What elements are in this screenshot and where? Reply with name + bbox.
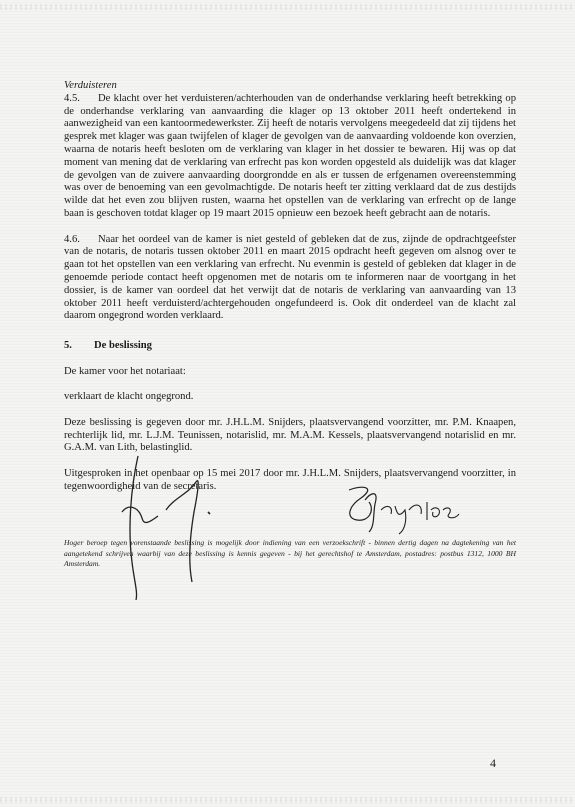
appeal-notice: Hoger beroep tegen vorenstaande beslissing is mogelijk door indiening van een verzoekschrift - binnen dertig dagen na dagtekening van het aangetekend schrijven waarbij van deze beslissing is kennis gegeven - bij het gerechtshof te Amsterdam, postadres: postbus 1312, 1000 BH Amsterdam. — [64, 538, 516, 569]
paragraph-4-6 — [64, 234, 516, 324]
subheading-verduisteren: Verduisteren — [64, 80, 117, 91]
section-heading-beslissing — [64, 340, 516, 353]
scan-bleed-bottom — [0, 797, 575, 803]
paragraph-text: De klacht over het verduisteren/achterhouden van de onderhandse verklaring heeft betrekking op de onderhandse verklaring van aanvaarding die klager op 13 oktober 2011 heeft ondertekend in aanwezigheid van een kantoormedewerkster. Zij heeft de notaris vervolgens meegedeeld dat zij tijdens het gesprek met klager was gaan twijfelen of klager de gevolgen van de aanvaarding voldoende kon overzien, waarna de notaris heeft besloten om de verklaring van klager in het dossier te bewaren. Hij was op dat moment van mening dat de verklaring van erfrecht pas kon worden opgesteld als duidelijk was dat klager de gevolgen van de zuivere aanvaarding doorgrondde en als er tussen de erfgenamen overeenstemming was over de benoeming van een gevolmachtigde. De notaris heeft ter zitting verklaard dat de zus destijds wilde dat het even zou blijven rusten, waarna het opstellen van de verklaring van erfrecht op de lange baan is geschoven totdat klager op 19 maart 2015 opnieuw een bezoek heeft gebracht aan de notaris. — [64, 92, 516, 219]
section-title: De beslissing — [94, 339, 152, 351]
section-number: 5. — [64, 339, 72, 351]
decision-intro: De kamer voor het notariaat: — [64, 365, 186, 377]
scan-bleed-top — [0, 4, 575, 10]
page-number: 4 — [490, 756, 496, 770]
paragraph-number: 4.5. — [64, 92, 80, 104]
paragraph-number: 4.6. — [64, 233, 80, 245]
decision-ruling: verklaart de klacht ongegrond. — [64, 391, 194, 403]
paragraph-text: Naar het oordeel van de kamer is niet gesteld of gebleken dat de zus, zijnde de opdrachtgeefster van de notaris, de notaris tussen oktober 2011 en maart 2015 opdracht heeft gegeven om alsnog over te gaan tot het opstellen van een verklaring van erfrecht. Nu evenmin is gesteld of gebleken dat klager in de genoemde periode contact heeft opgenomen met de notaris om te informeren naar de voortgang in het dossier, is de kamer van oordeel dat het verwijt dat de notaris de verklaring van aanvaarding van 13 oktober 2011 heeft verduisterd/achtergehouden ongefundeerd is. Ook dit onderdeel van de klacht zal daarom ongegrond worden verklaard. — [64, 233, 516, 322]
composition-statement: Deze beslissing is gegeven door mr. J.H.L.M. Snijders, plaatsvervangend voorzitter, mr. P.M. Knaapen, rechterlijk lid, mr. L.J.M. Teunissen, notarislid, mr. M.A.M. Kessels, plaatsvervangend notarislid en mr. G.A.M. van Lith, belastinglid. — [64, 416, 516, 454]
pronouncement-statement: Uitgesproken in het openbaar op 15 mei 2017 door mr. J.H.L.M. Snijders, plaatsvervangend voorzitter, in tegenwoordigheid van de secretaris. — [64, 467, 516, 492]
paragraph-4-5 — [64, 93, 516, 221]
document-body — [64, 80, 516, 494]
